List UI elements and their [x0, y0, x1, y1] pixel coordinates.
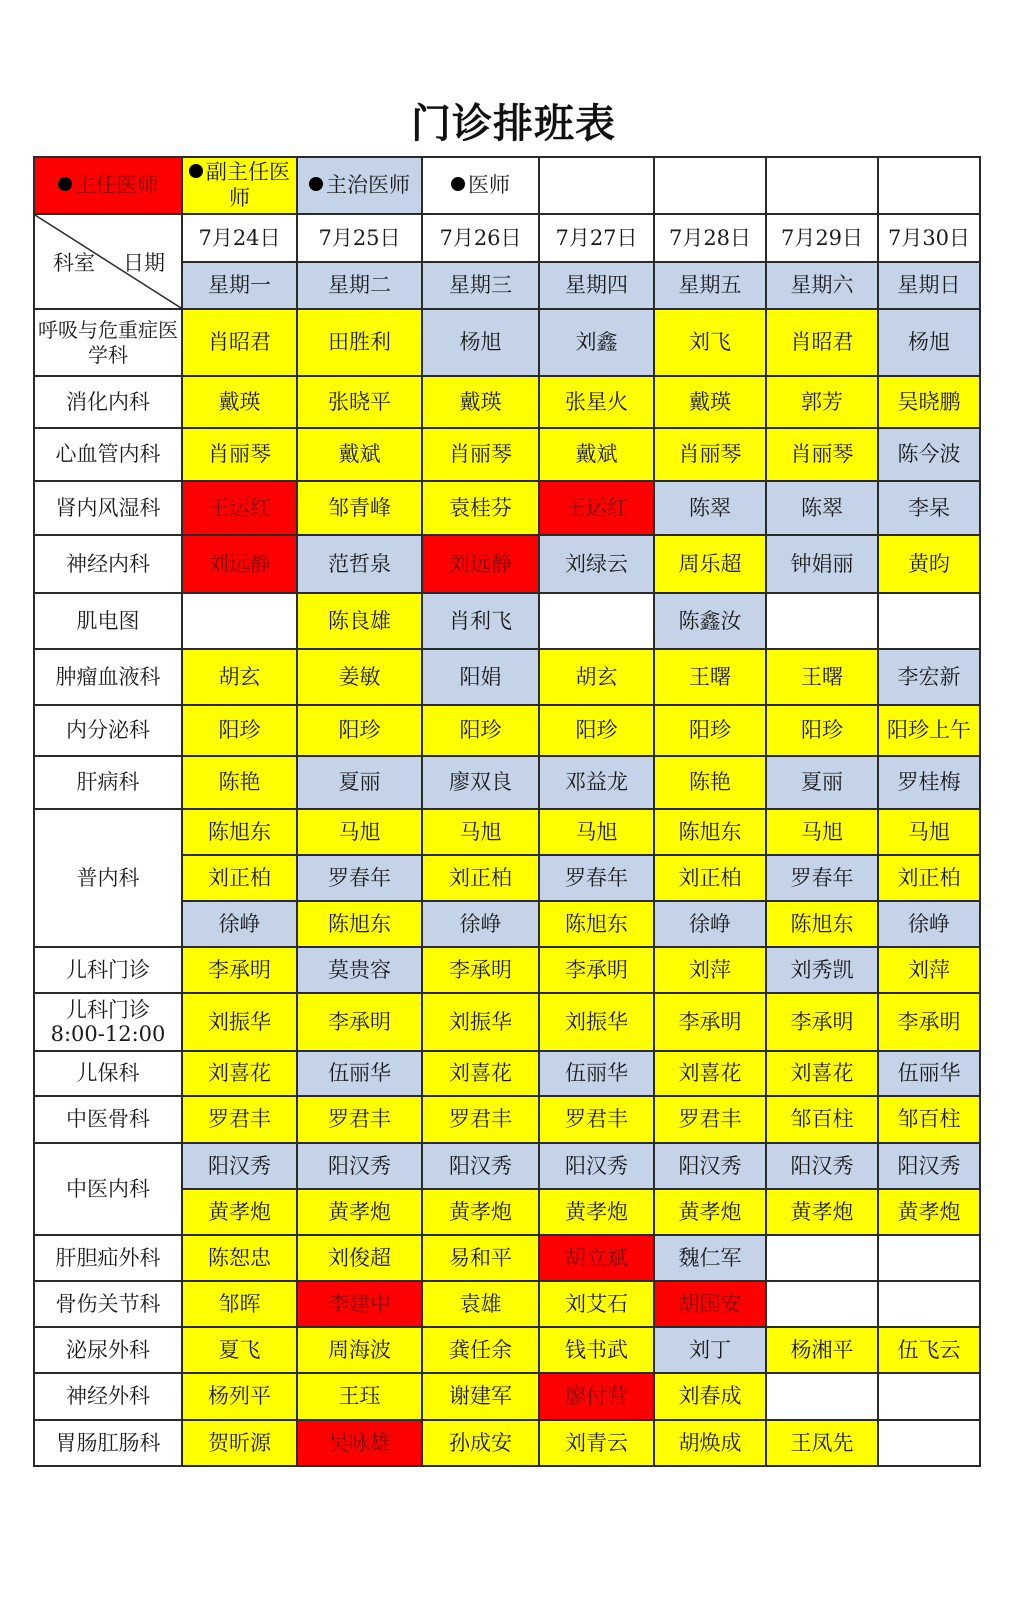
- legend-empty: [539, 157, 654, 214]
- doctor-cell: 黄孝炮: [422, 1189, 539, 1235]
- doctor-cell: 刘正柏: [182, 855, 297, 901]
- department-label: 骨伤关节科: [55, 1291, 161, 1316]
- doctor-cell: 李承明: [297, 993, 422, 1051]
- legend-chief-label: 主任医师: [74, 173, 159, 198]
- doctor-cell: 罗君丰: [422, 1096, 539, 1143]
- doctor-cell: 郭芳: [766, 376, 878, 428]
- doctor-cell: 陈艳: [182, 756, 297, 809]
- doctor-cell: 徐峥: [182, 901, 297, 947]
- department-name: [34, 947, 182, 993]
- doctor-cell: 刘正柏: [654, 855, 766, 901]
- doctor-cell: 黄孝炮: [654, 1189, 766, 1235]
- department-label: 儿科门诊: [66, 997, 150, 1022]
- doctor-cell: 李承明: [654, 993, 766, 1051]
- department-name: [34, 649, 182, 705]
- department-name: [34, 1096, 182, 1143]
- legend-associate: [182, 157, 297, 214]
- doctor-cell: 王凤先: [766, 1420, 878, 1466]
- date-row: [34, 214, 980, 262]
- table-row: [34, 705, 980, 756]
- doctor-cell: 王曙: [654, 649, 766, 705]
- doctor-cell: 伍飞云: [878, 1327, 980, 1373]
- department-label: 肝病科: [76, 770, 140, 795]
- doctor-cell: 马旭: [766, 809, 878, 855]
- doctor-cell: 李承明: [766, 993, 878, 1051]
- doctor-cell: 黄孝炮: [766, 1189, 878, 1235]
- doctor-cell: [766, 1373, 878, 1420]
- doctor-cell: 李承明: [422, 947, 539, 993]
- department-label: 内分泌科: [66, 718, 150, 743]
- doctor-cell: 罗君丰: [297, 1096, 422, 1143]
- doctor-cell: 王运红: [539, 481, 654, 535]
- doctor-cell: 夏丽: [297, 756, 422, 809]
- doctor-cell: 戴斌: [297, 428, 422, 481]
- table-row: [34, 481, 980, 535]
- doctor-cell: [878, 1420, 980, 1466]
- doctor-cell: 袁雄: [422, 1281, 539, 1327]
- doctor-cell: 罗春年: [297, 855, 422, 901]
- doctor-cell: 徐峥: [878, 901, 980, 947]
- doctor-cell: 胡国安: [654, 1281, 766, 1327]
- table-row: [34, 535, 980, 593]
- table-row: [34, 376, 980, 428]
- doctor-cell: 袁桂芬: [422, 481, 539, 535]
- table-row: [34, 649, 980, 705]
- doctor-cell: 刘喜花: [766, 1051, 878, 1096]
- doctor-cell: 黄孝炮: [297, 1189, 422, 1235]
- department-name: [34, 809, 182, 947]
- doctor-cell: 马旭: [539, 809, 654, 855]
- doctor-cell: 徐峥: [422, 901, 539, 947]
- table-row: [34, 428, 980, 481]
- doctor-cell: 刘喜花: [654, 1051, 766, 1096]
- doctor-cell: 肖昭君: [766, 309, 878, 376]
- weekday-header: 星期一: [182, 262, 297, 309]
- doctor-cell: [878, 593, 980, 649]
- doctor-cell: 夏丽: [766, 756, 878, 809]
- date-header: 7月24日: [182, 214, 297, 262]
- doctor-cell: 刘喜花: [182, 1051, 297, 1096]
- department-label: 呼吸与危重症医学科: [38, 317, 178, 367]
- doctor-cell: 陈艳: [654, 756, 766, 809]
- department-label: 神经外科: [66, 1384, 150, 1409]
- doctor-cell: 戴瑛: [654, 376, 766, 428]
- doctor-cell: 肖丽琴: [182, 428, 297, 481]
- doctor-cell: 魏仁军: [654, 1235, 766, 1281]
- doctor-cell: 夏飞: [182, 1327, 297, 1373]
- doctor-cell: 阳汉秀: [654, 1143, 766, 1189]
- department-name: [34, 1373, 182, 1420]
- doctor-cell: 张星火: [539, 376, 654, 428]
- table-row: [34, 1373, 980, 1420]
- department-label: 儿保科: [76, 1061, 140, 1086]
- doctor-cell: 阳汉秀: [766, 1143, 878, 1189]
- doctor-cell: 阳汉秀: [182, 1143, 297, 1189]
- department-name: [34, 993, 182, 1051]
- doctor-cell: 阳汉秀: [539, 1143, 654, 1189]
- doctor-cell: 莫贵容: [297, 947, 422, 993]
- department-name: [34, 535, 182, 593]
- doctor-cell: 王珏: [297, 1373, 422, 1420]
- legend-empty: [766, 157, 878, 214]
- doctor-cell: [878, 1235, 980, 1281]
- table-row: [34, 1235, 980, 1281]
- doctor-cell: 廖付营: [539, 1373, 654, 1420]
- doctor-cell: 陈旭东: [182, 809, 297, 855]
- corner-header: [34, 214, 182, 309]
- doctor-cell: 刘鑫: [539, 309, 654, 376]
- doctor-cell: 肖丽琴: [654, 428, 766, 481]
- department-label: 儿科门诊: [66, 957, 150, 982]
- doctor-cell: 范哲泉: [297, 535, 422, 593]
- doctor-cell: 胡玄: [539, 649, 654, 705]
- doctor-cell: 陈今波: [878, 428, 980, 481]
- doctor-cell: 陈翠: [654, 481, 766, 535]
- department-name: [34, 376, 182, 428]
- department-name: [34, 1051, 182, 1096]
- table-row: [34, 1143, 980, 1189]
- doctor-cell: 马旭: [297, 809, 422, 855]
- doctor-cell: 陈翠: [766, 481, 878, 535]
- doctor-cell: 刘正柏: [878, 855, 980, 901]
- doctor-cell: 廖双良: [422, 756, 539, 809]
- doctor-cell: 马旭: [422, 809, 539, 855]
- doctor-cell: 肖利飞: [422, 593, 539, 649]
- doctor-cell: 李承明: [539, 947, 654, 993]
- department-name: [34, 1327, 182, 1373]
- legend-row: [34, 157, 980, 214]
- doctor-cell: 吴咏雄: [297, 1420, 422, 1466]
- doctor-cell: 戴斌: [539, 428, 654, 481]
- doctor-cell: 戴瑛: [422, 376, 539, 428]
- table-row: [34, 309, 980, 376]
- doctor-cell: 邓益龙: [539, 756, 654, 809]
- doctor-cell: 周海波: [297, 1327, 422, 1373]
- department-label: 神经内科: [66, 551, 150, 576]
- doctor-cell: 阳珍: [297, 705, 422, 756]
- doctor-cell: 贺昕源: [182, 1420, 297, 1466]
- doctor-cell: 胡焕成: [654, 1420, 766, 1466]
- table-row: [34, 1281, 980, 1327]
- doctor-cell: [766, 1235, 878, 1281]
- page-title: 门诊排班表: [411, 101, 616, 147]
- legend-attending: [297, 157, 422, 214]
- department-name: [34, 481, 182, 535]
- doctor-cell: 伍丽华: [297, 1051, 422, 1096]
- doctor-cell: 罗君丰: [539, 1096, 654, 1143]
- bullet-icon: [309, 177, 323, 191]
- doctor-cell: [878, 1373, 980, 1420]
- doctor-cell: 姜敏: [297, 649, 422, 705]
- doctor-cell: 李承明: [878, 993, 980, 1051]
- doctor-cell: 陈良雄: [297, 593, 422, 649]
- legend-associate-label: 副主任医师: [206, 160, 290, 210]
- date-header: 7月30日: [878, 214, 980, 262]
- doctor-cell: 阳珍上午: [878, 705, 980, 756]
- doctor-cell: 邹青峰: [297, 481, 422, 535]
- doctor-cell: 肖丽琴: [422, 428, 539, 481]
- doctor-cell: 阳珍: [539, 705, 654, 756]
- department-label: 肌电图: [76, 608, 140, 633]
- doctor-cell: 阳珍: [182, 705, 297, 756]
- doctor-cell: [182, 593, 297, 649]
- department-name: [34, 756, 182, 809]
- doctor-cell: 刘振华: [182, 993, 297, 1051]
- doctor-cell: 阳汉秀: [297, 1143, 422, 1189]
- doctor-cell: 刘绿云: [539, 535, 654, 593]
- bullet-icon: [58, 177, 72, 191]
- department-name: [34, 705, 182, 756]
- table-row: [34, 1327, 980, 1373]
- doctor-cell: 刘正柏: [422, 855, 539, 901]
- department-label: 胃肠肛肠科: [55, 1430, 161, 1455]
- doctor-cell: 易和平: [422, 1235, 539, 1281]
- table-row: [34, 1096, 980, 1143]
- doctor-cell: 肖昭君: [182, 309, 297, 376]
- doctor-cell: 刘振华: [422, 993, 539, 1051]
- legend-attending-label: 主治医师: [326, 173, 410, 198]
- date-header: 7月29日: [766, 214, 878, 262]
- doctor-cell: 陈旭东: [539, 901, 654, 947]
- bullet-icon: [451, 177, 465, 191]
- weekday-header: 星期三: [422, 262, 539, 309]
- doctor-cell: 李宏新: [878, 649, 980, 705]
- bullet-icon: [189, 164, 203, 178]
- date-header: 7月28日: [654, 214, 766, 262]
- doctor-cell: 伍丽华: [878, 1051, 980, 1096]
- schedule-table: [33, 156, 981, 1467]
- doctor-cell: 王曙: [766, 649, 878, 705]
- doctor-cell: 钱书武: [539, 1327, 654, 1373]
- doctor-cell: 阳珍: [422, 705, 539, 756]
- doctor-cell: [539, 593, 654, 649]
- doctor-cell: 罗春年: [539, 855, 654, 901]
- doctor-cell: 刘艾石: [539, 1281, 654, 1327]
- doctor-cell: 罗桂梅: [878, 756, 980, 809]
- doctor-cell: 邹百柱: [766, 1096, 878, 1143]
- weekday-header: 星期五: [654, 262, 766, 309]
- doctor-cell: 杨旭: [422, 309, 539, 376]
- department-name: [34, 1281, 182, 1327]
- doctor-cell: 黄孝炮: [539, 1189, 654, 1235]
- date-header: 7月27日: [539, 214, 654, 262]
- doctor-cell: 龚任余: [422, 1327, 539, 1373]
- doctor-cell: 刘飞: [654, 309, 766, 376]
- doctor-cell: 杨旭: [878, 309, 980, 376]
- doctor-cell: 刘喜花: [422, 1051, 539, 1096]
- doctor-cell: 田胜利: [297, 309, 422, 376]
- doctor-cell: 刘俊超: [297, 1235, 422, 1281]
- doctor-cell: 戴瑛: [182, 376, 297, 428]
- doctor-cell: 胡立斌: [539, 1235, 654, 1281]
- doctor-cell: [766, 593, 878, 649]
- doctor-cell: 刘萍: [654, 947, 766, 993]
- weekday-header: 星期四: [539, 262, 654, 309]
- department-label: 中医骨科: [66, 1107, 150, 1132]
- date-header: 7月26日: [422, 214, 539, 262]
- weekday-header: 星期日: [878, 262, 980, 309]
- doctor-cell: 孙成安: [422, 1420, 539, 1466]
- doctor-cell: 阳娟: [422, 649, 539, 705]
- doctor-cell: 陈恕忠: [182, 1235, 297, 1281]
- doctor-cell: 刘秀凯: [766, 947, 878, 993]
- doctor-cell: 阳珍: [654, 705, 766, 756]
- doctor-cell: 刘青云: [539, 1420, 654, 1466]
- legend-physician-label: 医师: [468, 173, 510, 198]
- date-header: 7月25日: [297, 214, 422, 262]
- doctor-cell: 胡玄: [182, 649, 297, 705]
- weekday-header: 星期六: [766, 262, 878, 309]
- doctor-cell: 谢建军: [422, 1373, 539, 1420]
- doctor-cell: 张晓平: [297, 376, 422, 428]
- doctor-cell: 阳汉秀: [878, 1143, 980, 1189]
- weekday-header: 星期二: [297, 262, 422, 309]
- doctor-cell: 陈旭东: [766, 901, 878, 947]
- doctor-cell: 吴晓鹏: [878, 376, 980, 428]
- doctor-cell: 罗君丰: [182, 1096, 297, 1143]
- department-label: 消化内科: [66, 389, 150, 414]
- doctor-cell: 邹百柱: [878, 1096, 980, 1143]
- table-row: [34, 993, 980, 1051]
- doctor-cell: 黄孝炮: [878, 1189, 980, 1235]
- department-time-label: 8:00-12:00: [50, 1022, 166, 1046]
- doctor-cell: 阳汉秀: [422, 1143, 539, 1189]
- corner-dept-label: 科室: [53, 251, 95, 275]
- department-name: [34, 428, 182, 481]
- department-label: 泌尿外科: [66, 1337, 150, 1362]
- legend-physician: [422, 157, 539, 214]
- doctor-cell: 陈旭东: [654, 809, 766, 855]
- doctor-cell: 黄孝炮: [182, 1189, 297, 1235]
- doctor-cell: 邹晖: [182, 1281, 297, 1327]
- doctor-cell: 肖丽琴: [766, 428, 878, 481]
- legend-chief: [34, 157, 182, 214]
- doctor-cell: 罗君丰: [654, 1096, 766, 1143]
- doctor-cell: 刘萍: [878, 947, 980, 993]
- doctor-cell: 黄昀: [878, 535, 980, 593]
- department-label: 肝胆疝外科: [55, 1245, 161, 1270]
- doctor-cell: 刘丁: [654, 1327, 766, 1373]
- department-label: 中医内科: [66, 1176, 150, 1201]
- department-label: 肾内风湿科: [55, 495, 161, 520]
- doctor-cell: 罗春年: [766, 855, 878, 901]
- table-row: [34, 593, 980, 649]
- table-row: [34, 947, 980, 993]
- doctor-cell: [878, 1281, 980, 1327]
- doctor-cell: 王运红: [182, 481, 297, 535]
- doctor-cell: [766, 1281, 878, 1327]
- doctor-cell: 徐峥: [654, 901, 766, 947]
- doctor-cell: 马旭: [878, 809, 980, 855]
- table-row: [34, 809, 980, 855]
- department-name: [34, 593, 182, 649]
- department-name: [34, 1235, 182, 1281]
- department-name: [34, 309, 182, 376]
- doctor-cell: 杨湘平: [766, 1327, 878, 1373]
- table-row: [34, 1051, 980, 1096]
- doctor-cell: 刘远静: [422, 535, 539, 593]
- department-label: 肿瘤血液科: [55, 664, 161, 689]
- department-label: 心血管内科: [55, 442, 161, 467]
- schedule-body: [34, 157, 980, 1466]
- doctor-cell: 李杲: [878, 481, 980, 535]
- doctor-cell: 阳珍: [766, 705, 878, 756]
- department-name: [34, 1143, 182, 1235]
- doctor-cell: 李建中: [297, 1281, 422, 1327]
- doctor-cell: 陈旭东: [297, 901, 422, 947]
- doctor-cell: 钟娟丽: [766, 535, 878, 593]
- doctor-cell: 刘振华: [539, 993, 654, 1051]
- doctor-cell: 伍丽华: [539, 1051, 654, 1096]
- department-label: 普内科: [76, 865, 140, 890]
- table-row: [34, 756, 980, 809]
- department-name: [34, 1420, 182, 1466]
- doctor-cell: 陈鑫汝: [654, 593, 766, 649]
- legend-empty: [878, 157, 980, 214]
- corner-date-label: 日期: [123, 251, 165, 275]
- doctor-cell: 杨列平: [182, 1373, 297, 1420]
- table-row: [34, 1420, 980, 1466]
- doctor-cell: 刘春成: [654, 1373, 766, 1420]
- doctor-cell: 周乐超: [654, 535, 766, 593]
- doctor-cell: 李承明: [182, 947, 297, 993]
- doctor-cell: 刘远静: [182, 535, 297, 593]
- legend-empty: [654, 157, 766, 214]
